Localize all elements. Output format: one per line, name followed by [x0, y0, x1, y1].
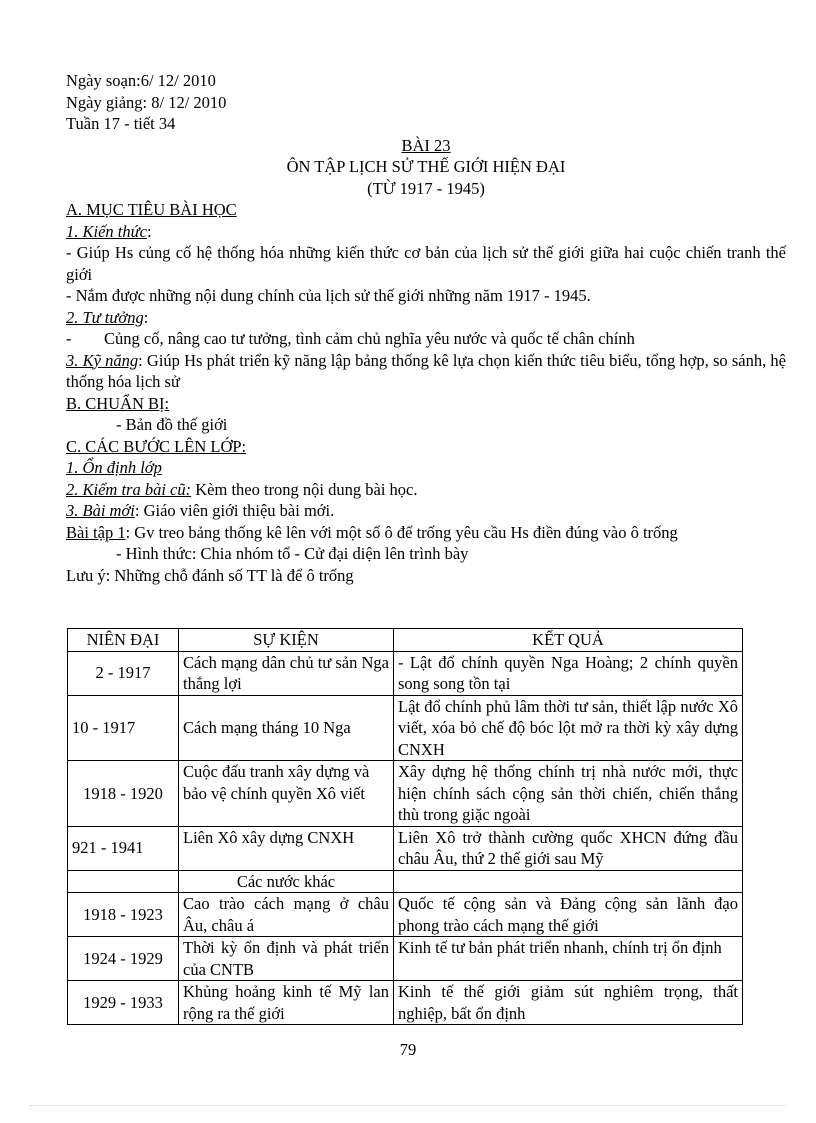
result-cell: Liên Xô trở thành cường quốc XHCN đứng đầu châu Âu, thứ 2 thế giới sau Mỹ — [394, 826, 743, 870]
header-nien-dai: NIÊN ĐẠI — [68, 629, 179, 652]
event-cell: Liên Xô xây dựng CNXH — [179, 826, 394, 870]
year-cell: 1918 - 1923 — [68, 893, 179, 937]
result-cell: Lật đổ chính phủ lâm thời tư sản, thiết lập nước Xô viết, xóa bỏ chế độ bóc lột mở ra thời kỳ xây dựng CNXH — [394, 695, 743, 761]
table-row — [68, 695, 743, 761]
year-cell: 1929 - 1933 — [68, 981, 179, 1025]
table-row — [68, 893, 743, 937]
event-cell: Cách mạng tháng 10 Nga — [179, 695, 394, 761]
page-number: 79 — [399, 1040, 417, 1059]
empty-cell — [68, 870, 179, 893]
section-c-heading: C. CÁC BƯỚC LÊN LỚP: — [66, 436, 247, 456]
section-label-cell: Các nước khác — [179, 870, 394, 893]
kien-thuc-line1: - Giúp Hs củng cố hệ thống hóa những kiến thức cơ bản của lịch sử thế giới giữa hai cuộc chiến tranh thế giới — [66, 243, 786, 284]
table-row — [68, 651, 743, 695]
tuan-tiet: Tuần 17 - tiết 34 — [66, 114, 176, 133]
lesson-number: BÀI 23 — [401, 135, 451, 155]
year-cell: 921 - 1941 — [68, 826, 179, 870]
year-cell: 1918 - 1920 — [68, 761, 179, 827]
result-cell: - Lật đổ chính quyền Nga Hoàng; 2 chính quyền song song tồn tại — [394, 651, 743, 695]
table-row — [68, 826, 743, 870]
ngay-giang: Ngày giảng: 8/ 12/ 2010 — [66, 92, 227, 112]
ky-nang: 3. Kỹ năng: Giúp Hs phát triển kỹ năng lập bảng thống kê lựa chọn kiến thức tiêu biểu, tổng hợp, so sánh, hệ thống hóa lịch sử — [66, 350, 786, 391]
history-table — [67, 628, 743, 1025]
year-cell: 1924 - 1929 — [68, 937, 179, 981]
table-header-row — [68, 629, 743, 652]
footer-divider — [30, 1105, 786, 1106]
result-cell: Xây dựng hệ thống chính trị nhà nước mới, thực hiện chính sách cộng sản thời chiến, chiến thắng thù trong giặc ngoài — [394, 761, 743, 827]
lesson-title: ÔN TẬP LỊCH SỬ THẾ GIỚI HIỆN ĐẠI — [286, 157, 566, 176]
kiem-tra-bai-cu: 2. Kiểm tra bài cũ: Kèm theo trong nội dung bài học. — [66, 479, 418, 499]
chuan-bi-item: - Bản đồ thế giới — [116, 415, 228, 434]
table-row — [68, 937, 743, 981]
luu-y: Lưu ý: Những chỗ đánh số TT là để ô trống — [66, 565, 354, 585]
result-cell: Kinh tế tư bản phát triển nhanh, chính trị ổn định — [394, 937, 743, 981]
table-row — [68, 981, 743, 1025]
result-cell: Kinh tế thế giới giảm sút nghiêm trọng, thất nghiệp, bất ổn định — [394, 981, 743, 1025]
section-a-heading: A. MỤC TIÊU BÀI HỌC — [66, 200, 237, 219]
header-ket-qua: KẾT QUẢ — [394, 629, 743, 652]
empty-cell — [394, 870, 743, 893]
year-cell: 10 - 1917 — [68, 695, 179, 761]
document-body — [66, 70, 786, 586]
section-b-heading: B. CHUẨN BỊ: — [66, 393, 170, 413]
event-cell: Cuộc đấu tranh xây dựng và bảo vệ chính quyền Xô viết — [179, 761, 394, 827]
on-dinh-lop: 1. Ổn định lớp — [66, 458, 162, 477]
ngay-soan: Ngày soạn:6/ 12/ 2010 — [66, 71, 216, 90]
event-cell: Cao trào cách mạng ở châu Âu, châu á — [179, 893, 394, 937]
kien-thuc-line2: - Nắm được những nội dung chính của lịch sử thế giới những năm 1917 - 1945. — [66, 286, 591, 305]
event-cell: Khủng hoảng kinh tế Mỹ lan rộng ra thế giới — [179, 981, 394, 1025]
tu-tuong-label: 2. Tư tưởng: — [66, 307, 149, 327]
table-row — [68, 761, 743, 827]
result-cell: Quốc tế cộng sản và Đảng cộng sản lãnh đạo phong trào cách mạng thế giới — [394, 893, 743, 937]
bai-tap-1: Bài tập 1: Gv treo bảng thống kê lên với một số ô để trống yêu cầu Hs điền đúng vào ô trống — [66, 522, 678, 542]
header-su-kien: SỰ KIỆN — [179, 629, 394, 652]
event-cell: Thời kỳ ổn định và phát triển của CNTB — [179, 937, 394, 981]
lesson-range: (TỪ 1917 - 1945) — [367, 178, 485, 198]
bai-moi: 3. Bài mới: Giáo viên giới thiệu bài mới. — [66, 501, 335, 520]
event-cell: Cách mạng dân chủ tư sản Nga thắng lợi — [179, 651, 394, 695]
hinh-thuc: - Hình thức: Chia nhóm tổ - Cử đại diện lên trình bày — [116, 544, 469, 563]
table-section-row — [68, 870, 743, 893]
year-cell: 2 - 1917 — [68, 651, 179, 695]
tu-tuong-item: - Củng cố, nâng cao tư tưởng, tình cảm chủ nghĩa yêu nước và quốc tế chân chính — [66, 329, 635, 348]
kien-thuc-label: 1. Kiến thức: — [66, 221, 152, 241]
